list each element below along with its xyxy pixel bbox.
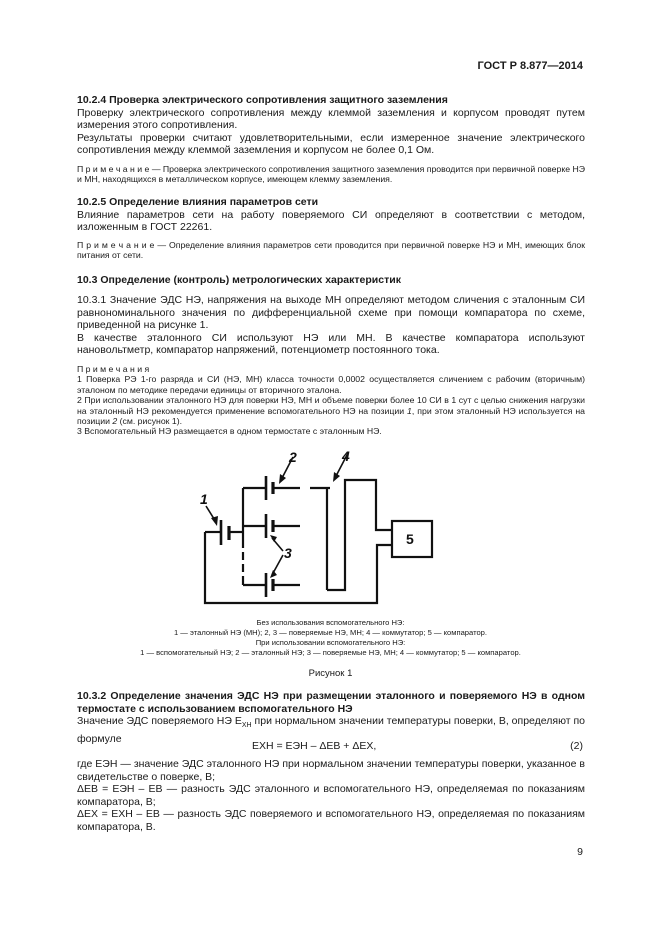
document-header: ГОСТ Р 8.877—2014 (477, 60, 583, 72)
section-title: 10.2.4 Проверка электрического сопротивления защитного заземления (77, 94, 448, 106)
note-label: П р и м е ч а н и е (77, 164, 150, 174)
where-clause (77, 758, 585, 834)
paragraph: Влияние параметров сети на работу поверяемого СИ определяют в соответствии с методом, изложенным в ГОСТ 22261. (77, 208, 585, 234)
label-1: 1 (200, 491, 208, 507)
figure-caption-block: Без использования вспомогательного НЭ: 1 — эталонный НЭ (МН); 2, 3 — поверяемые НЭ, МН; 4 — коммутатор; 5 — компаратор. При использовании вспомогательного НЭ: 1 — вспомогательный НЭ; 2 — эталонный НЭ; 3 — поверяемые НЭ, МН; 4 — коммутатор; 5 — компаратор. (140, 618, 521, 657)
wire-loop (205, 532, 392, 603)
paragraph: Значение ЭДС поверяемого НЭ $E_{ХН}$ при нормальном значении температуры поверки, В, определяют по формуле (77, 715, 585, 745)
paragraph: 10.3.1 Значение ЭДС НЭ, напряжения на выходе МН определяют методом сличения с эталонным СИ равнономинального значения по дифференциальной схеме при помощи компаратора по схеме, приведенной на рисунке 1. (77, 294, 585, 332)
where-2: ΔEВ = EЭН – EВ — разность ЭДС эталонного и вспомогательного НЭ, определяемая по показаниям компаратора, В; (77, 783, 585, 808)
note-2: 2 При использовании эталонного НЭ для поверки НЭ, МН и объеме поверки более 10 СИ в 1 сут с целью снижения нагрузки на эталонный НЭ рекомендуется применение вспомогательного НЭ на позиции 1, при этом эталонный НЭ используется на позиции 2 (см. рисунок 1). (77, 395, 586, 427)
paragraph: Результаты проверки считают удовлетворительными, если измеренное значение электрического сопротивления между клеммой заземления и корпусом не более 0,1 Ом. (77, 131, 585, 157)
paragraph: В качестве эталонного СИ используют НЭ или МН. В качестве компаратора используют нановольтметр, компаратор напряжений, потенциометр постоянного тока. (77, 331, 585, 357)
equation-number: (2) (570, 740, 583, 752)
note-text: — Определение влияния параметров сети проводится при первичной поверке НЭ и МН, имеющих блок питания от сети. (77, 240, 586, 261)
where-1: где EЭН — значение ЭДС эталонного НЭ при нормальном значении температуры поверки, указанное в свидетельстве о поверке, В; (77, 758, 585, 783)
section-title: 10.3.2 Определение значения ЭДС НЭ при размещении эталонного и поверяемого НЭ в одном термостате с использованием вспомогательного НЭ (77, 690, 585, 715)
formula: EХН = EЭН – ΔEВ + ΔEХ, (252, 740, 377, 752)
notes-label: П р и м е ч а н и я (77, 364, 150, 374)
section-title: 10.2.5 Определение влияния параметров сети (77, 196, 319, 208)
note-text: — Проверка электрического сопротивления защитного заземления проводится при первичной поверке НЭ и МН, находящихся в металлическом корпусе, имеющем клемму заземления. (77, 164, 586, 185)
wire-to-comparator (327, 480, 392, 590)
page-number: 9 (577, 846, 583, 858)
figure-title: Рисунок 1 (308, 668, 353, 679)
section-title: 10.3 Определение (контроль) метрологических характеристик (77, 274, 401, 286)
section-10-3-2 (77, 690, 585, 745)
note-label: П р и м е ч а н и е (77, 240, 155, 250)
label-5: 5 (406, 531, 414, 547)
label-2: 2 (289, 449, 297, 465)
paragraph: Проверку электрического сопротивления между клеммой заземления и корпусом проводят путем измерения этого сопротивления. (77, 106, 585, 132)
where-3: ΔEХ = EХН – EВ — разность ЭДС поверяемого и вспомогательного НЭ, определяемая по показаниям компаратора, В. (77, 808, 585, 833)
note-3: 3 Вспомогательный НЭ размещается в одном термостате с эталонным НЭ. (77, 426, 382, 437)
note-1: 1 Поверка РЭ 1-го разряда и СИ (НЭ, МН) класса точности 0,0002 осуществляется сличением с рабочим (вторичным) эталоном по методике передачи единицы от вторичного эталона. (77, 374, 585, 395)
label-3: 3 (284, 545, 292, 561)
label-4: 4 (342, 448, 350, 464)
